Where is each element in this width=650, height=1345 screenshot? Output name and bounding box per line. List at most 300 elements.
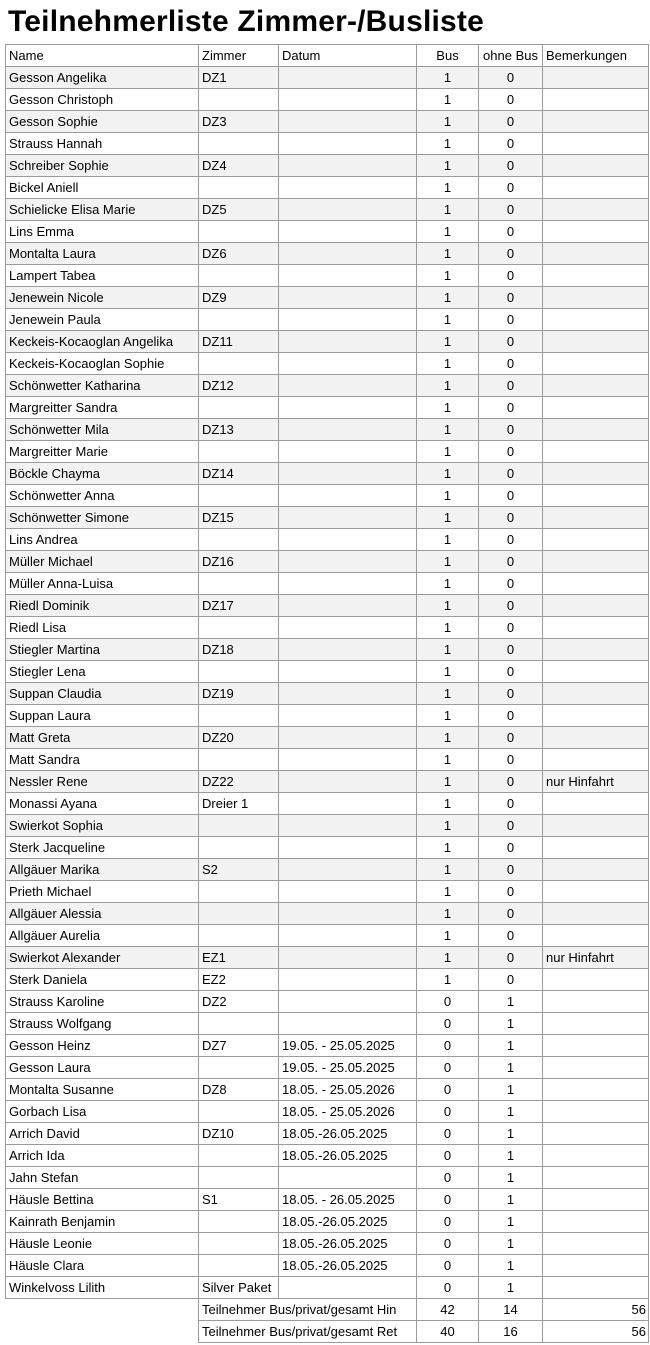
cell-bemerkungen (543, 969, 649, 991)
cell-bemerkungen (543, 353, 649, 375)
cell-zimmer: Dreier 1 (199, 793, 279, 815)
cell-bemerkungen (543, 1277, 649, 1299)
cell-datum (279, 67, 417, 89)
cell-ohne-bus: 0 (479, 331, 543, 353)
cell-name: Margreitter Marie (6, 441, 199, 463)
cell-ohne-bus: 0 (479, 67, 543, 89)
cell-ohne-bus: 0 (479, 507, 543, 529)
table-row (6, 881, 649, 903)
table-row (6, 375, 649, 397)
cell-datum (279, 947, 417, 969)
cell-ohne-bus: 1 (479, 1057, 543, 1079)
cell-bus: 0 (417, 1013, 479, 1035)
cell-bus: 0 (417, 1035, 479, 1057)
cell-bus: 1 (417, 353, 479, 375)
cell-zimmer (199, 749, 279, 771)
cell-datum: 18.05.-26.05.2025 (279, 1145, 417, 1167)
cell-ohne-bus: 0 (479, 925, 543, 947)
cell-name: Suppan Laura (6, 705, 199, 727)
table-row (6, 1167, 649, 1189)
cell-bus: 1 (417, 221, 479, 243)
cell-bemerkungen (543, 155, 649, 177)
cell-ohne-bus: 0 (479, 111, 543, 133)
cell-ohne-bus: 0 (479, 573, 543, 595)
cell-zimmer: DZ20 (199, 727, 279, 749)
cell-datum (279, 177, 417, 199)
cell-name: Strauss Karoline (6, 991, 199, 1013)
totals-spacer (6, 1299, 199, 1321)
cell-datum (279, 133, 417, 155)
table-row (6, 595, 649, 617)
participant-table (5, 44, 649, 1343)
header-name: Name (6, 45, 199, 67)
cell-zimmer (199, 441, 279, 463)
cell-bus: 1 (417, 727, 479, 749)
cell-datum (279, 991, 417, 1013)
cell-bemerkungen (543, 397, 649, 419)
cell-bemerkungen (543, 1145, 649, 1167)
cell-bus: 1 (417, 243, 479, 265)
cell-name: Suppan Claudia (6, 683, 199, 705)
cell-name: Montalta Laura (6, 243, 199, 265)
cell-datum (279, 617, 417, 639)
cell-zimmer (199, 309, 279, 331)
cell-name: Gesson Angelika (6, 67, 199, 89)
table-row (6, 793, 649, 815)
cell-zimmer (199, 1211, 279, 1233)
cell-bemerkungen (543, 639, 649, 661)
table-row (6, 331, 649, 353)
cell-name: Häusle Bettina (6, 1189, 199, 1211)
cell-ohne-bus: 0 (479, 375, 543, 397)
cell-datum (279, 683, 417, 705)
cell-name: Prieth Michael (6, 881, 199, 903)
cell-bemerkungen (543, 1101, 649, 1123)
cell-datum (279, 419, 417, 441)
table-row (6, 683, 649, 705)
table-row (6, 177, 649, 199)
cell-bemerkungen (543, 199, 649, 221)
cell-bus: 1 (417, 837, 479, 859)
cell-zimmer: DZ7 (199, 1035, 279, 1057)
cell-ohne-bus: 0 (479, 441, 543, 463)
cell-zimmer: DZ15 (199, 507, 279, 529)
cell-datum (279, 375, 417, 397)
table-row (6, 1123, 649, 1145)
cell-zimmer: Silver Paket (199, 1277, 279, 1299)
cell-ohne-bus: 0 (479, 177, 543, 199)
cell-zimmer (199, 1145, 279, 1167)
cell-bemerkungen: nur Hinfahrt (543, 771, 649, 793)
cell-name: Allgäuer Aurelia (6, 925, 199, 947)
cell-datum (279, 1167, 417, 1189)
table-row (6, 991, 649, 1013)
cell-name: Swierkot Alexander (6, 947, 199, 969)
cell-zimmer (199, 573, 279, 595)
table-row (6, 749, 649, 771)
cell-zimmer: DZ10 (199, 1123, 279, 1145)
cell-zimmer (199, 1233, 279, 1255)
cell-bemerkungen (543, 177, 649, 199)
cell-bemerkungen (543, 375, 649, 397)
cell-zimmer (199, 1255, 279, 1277)
table-row (6, 89, 649, 111)
table-row (6, 529, 649, 551)
header-datum: Datum (279, 45, 417, 67)
totals-row-hin (6, 1299, 649, 1321)
cell-ohne-bus: 1 (479, 1145, 543, 1167)
cell-zimmer (199, 133, 279, 155)
cell-bus: 1 (417, 595, 479, 617)
cell-bus: 1 (417, 331, 479, 353)
page-title: Teilnehmerliste Zimmer-/Busliste (8, 5, 484, 38)
cell-name: Strauss Wolfgang (6, 1013, 199, 1035)
table-row (6, 969, 649, 991)
cell-bus: 1 (417, 419, 479, 441)
cell-ohne-bus: 0 (479, 595, 543, 617)
cell-datum (279, 89, 417, 111)
cell-datum (279, 661, 417, 683)
cell-zimmer: DZ19 (199, 683, 279, 705)
cell-ohne-bus: 0 (479, 727, 543, 749)
table-row (6, 859, 649, 881)
cell-ohne-bus: 1 (479, 991, 543, 1013)
cell-name: Schönwetter Katharina (6, 375, 199, 397)
cell-zimmer: DZ1 (199, 67, 279, 89)
cell-datum (279, 1013, 417, 1035)
cell-ohne-bus: 1 (479, 1013, 543, 1035)
cell-name: Keckeis-Kocaoglan Angelika (6, 331, 199, 353)
cell-bemerkungen (543, 529, 649, 551)
totals-label: Teilnehmer Bus/privat/gesamt Ret (199, 1321, 417, 1343)
cell-ohne-bus: 0 (479, 859, 543, 881)
cell-name: Nessler Rene (6, 771, 199, 793)
cell-zimmer: EZ2 (199, 969, 279, 991)
totals-bus: 42 (417, 1299, 479, 1321)
cell-ohne-bus: 0 (479, 683, 543, 705)
cell-bemerkungen (543, 881, 649, 903)
cell-datum: 18.05. - 25.05.2026 (279, 1101, 417, 1123)
cell-bus: 0 (417, 1233, 479, 1255)
cell-datum: 18.05.-26.05.2025 (279, 1123, 417, 1145)
cell-ohne-bus: 0 (479, 133, 543, 155)
cell-name: Jahn Stefan (6, 1167, 199, 1189)
cell-bemerkungen: nur Hinfahrt (543, 947, 649, 969)
cell-zimmer (199, 221, 279, 243)
cell-name: Schönwetter Mila (6, 419, 199, 441)
cell-name: Stiegler Martina (6, 639, 199, 661)
totals-ohne-bus: 16 (479, 1321, 543, 1343)
cell-bemerkungen (543, 793, 649, 815)
cell-bemerkungen (543, 1013, 649, 1035)
cell-bus: 1 (417, 155, 479, 177)
cell-datum (279, 925, 417, 947)
cell-ohne-bus: 1 (479, 1101, 543, 1123)
cell-datum (279, 1277, 417, 1299)
cell-bemerkungen (543, 903, 649, 925)
cell-name: Allgäuer Marika (6, 859, 199, 881)
table-row (6, 1255, 649, 1277)
table-row (6, 661, 649, 683)
cell-datum (279, 243, 417, 265)
cell-bus: 1 (417, 529, 479, 551)
cell-bus: 1 (417, 375, 479, 397)
table-row (6, 1057, 649, 1079)
cell-zimmer: DZ18 (199, 639, 279, 661)
cell-ohne-bus: 0 (479, 419, 543, 441)
cell-datum: 18.05.-26.05.2025 (279, 1233, 417, 1255)
cell-datum (279, 397, 417, 419)
cell-datum: 18.05. - 25.05.2026 (279, 1079, 417, 1101)
cell-ohne-bus: 0 (479, 485, 543, 507)
cell-name: Lins Emma (6, 221, 199, 243)
cell-name: Strauss Hannah (6, 133, 199, 155)
cell-name: Sterk Daniela (6, 969, 199, 991)
cell-bus: 1 (417, 969, 479, 991)
cell-bus: 1 (417, 947, 479, 969)
cell-datum: 18.05. - 26.05.2025 (279, 1189, 417, 1211)
table-row (6, 837, 649, 859)
table-row (6, 507, 649, 529)
cell-datum (279, 573, 417, 595)
cell-bemerkungen (543, 485, 649, 507)
table-row (6, 903, 649, 925)
cell-bus: 1 (417, 309, 479, 331)
cell-bus: 1 (417, 815, 479, 837)
totals-row-ret (6, 1321, 649, 1343)
header-zimmer: Zimmer (199, 45, 279, 67)
totals-ohne-bus: 14 (479, 1299, 543, 1321)
cell-bus: 1 (417, 287, 479, 309)
table-row (6, 1211, 649, 1233)
cell-ohne-bus: 1 (479, 1123, 543, 1145)
cell-datum (279, 529, 417, 551)
table-row (6, 419, 649, 441)
cell-bemerkungen (543, 1079, 649, 1101)
cell-zimmer: DZ11 (199, 331, 279, 353)
cell-ohne-bus: 1 (479, 1167, 543, 1189)
cell-name: Lins Andrea (6, 529, 199, 551)
cell-zimmer (199, 705, 279, 727)
cell-bus: 1 (417, 265, 479, 287)
cell-bus: 0 (417, 1277, 479, 1299)
table-row (6, 133, 649, 155)
cell-datum (279, 749, 417, 771)
cell-bemerkungen (543, 661, 649, 683)
cell-bemerkungen (543, 1189, 649, 1211)
table-row (6, 1145, 649, 1167)
table-row (6, 441, 649, 463)
cell-ohne-bus: 0 (479, 397, 543, 419)
table-row (6, 485, 649, 507)
cell-zimmer: DZ22 (199, 771, 279, 793)
cell-name: Jenewein Paula (6, 309, 199, 331)
cell-bus: 1 (417, 573, 479, 595)
cell-zimmer (199, 837, 279, 859)
cell-bemerkungen (543, 925, 649, 947)
cell-bus: 1 (417, 441, 479, 463)
table-row (6, 1013, 649, 1035)
cell-zimmer (199, 661, 279, 683)
cell-name: Arrich David (6, 1123, 199, 1145)
cell-bus: 1 (417, 705, 479, 727)
cell-bemerkungen (543, 1167, 649, 1189)
header-row (6, 45, 649, 67)
cell-datum (279, 551, 417, 573)
cell-ohne-bus: 0 (479, 881, 543, 903)
cell-bemerkungen (543, 111, 649, 133)
cell-ohne-bus: 1 (479, 1277, 543, 1299)
table-row (6, 551, 649, 573)
cell-zimmer (199, 353, 279, 375)
cell-datum (279, 287, 417, 309)
cell-bemerkungen (543, 89, 649, 111)
cell-name: Schreiber Sophie (6, 155, 199, 177)
cell-ohne-bus: 1 (479, 1189, 543, 1211)
cell-name: Stiegler Lena (6, 661, 199, 683)
cell-name: Gorbach Lisa (6, 1101, 199, 1123)
table-row (6, 265, 649, 287)
cell-bemerkungen (543, 67, 649, 89)
cell-bemerkungen (543, 837, 649, 859)
cell-zimmer (199, 1101, 279, 1123)
cell-datum: 19.05. - 25.05.2025 (279, 1035, 417, 1057)
cell-ohne-bus: 0 (479, 793, 543, 815)
cell-bus: 1 (417, 749, 479, 771)
cell-zimmer: DZ12 (199, 375, 279, 397)
cell-datum (279, 331, 417, 353)
cell-ohne-bus: 0 (479, 837, 543, 859)
cell-ohne-bus: 0 (479, 815, 543, 837)
cell-bus: 1 (417, 133, 479, 155)
cell-datum (279, 969, 417, 991)
cell-bus: 1 (417, 89, 479, 111)
cell-bus: 0 (417, 1255, 479, 1277)
cell-bemerkungen (543, 287, 649, 309)
totals-gesamt: 56 (543, 1321, 649, 1343)
cell-name: Gesson Laura (6, 1057, 199, 1079)
cell-bus: 1 (417, 199, 479, 221)
cell-name: Monassi Ayana (6, 793, 199, 815)
cell-datum (279, 881, 417, 903)
cell-bemerkungen (543, 1233, 649, 1255)
table-row (6, 111, 649, 133)
cell-zimmer (199, 903, 279, 925)
cell-ohne-bus: 0 (479, 947, 543, 969)
cell-name: Häusle Leonie (6, 1233, 199, 1255)
cell-name: Müller Michael (6, 551, 199, 573)
cell-name: Schönwetter Simone (6, 507, 199, 529)
cell-bus: 1 (417, 507, 479, 529)
totals-bus: 40 (417, 1321, 479, 1343)
cell-zimmer (199, 265, 279, 287)
cell-bemerkungen (543, 331, 649, 353)
cell-name: Keckeis-Kocaoglan Sophie (6, 353, 199, 375)
table-row (6, 287, 649, 309)
cell-datum (279, 485, 417, 507)
cell-name: Häusle Clara (6, 1255, 199, 1277)
cell-bus: 1 (417, 177, 479, 199)
cell-bus: 1 (417, 551, 479, 573)
cell-zimmer: DZ17 (199, 595, 279, 617)
cell-bus: 1 (417, 639, 479, 661)
cell-datum (279, 903, 417, 925)
table-row (6, 771, 649, 793)
cell-name: Allgäuer Alessia (6, 903, 199, 925)
header-bemerkungen: Bemerkungen (543, 45, 649, 67)
cell-datum (279, 441, 417, 463)
cell-bus: 1 (417, 683, 479, 705)
cell-bus: 1 (417, 925, 479, 947)
cell-bemerkungen (543, 133, 649, 155)
cell-ohne-bus: 0 (479, 463, 543, 485)
cell-bemerkungen (543, 991, 649, 1013)
table-row (6, 309, 649, 331)
cell-zimmer: EZ1 (199, 947, 279, 969)
cell-bemerkungen (543, 1057, 649, 1079)
cell-name: Gesson Christoph (6, 89, 199, 111)
cell-name: Lampert Tabea (6, 265, 199, 287)
cell-zimmer: DZ2 (199, 991, 279, 1013)
cell-ohne-bus: 0 (479, 617, 543, 639)
cell-bemerkungen (543, 749, 649, 771)
cell-bemerkungen (543, 1123, 649, 1145)
table-row (6, 1079, 649, 1101)
cell-name: Müller Anna-Luisa (6, 573, 199, 595)
cell-ohne-bus: 0 (479, 969, 543, 991)
cell-ohne-bus: 0 (479, 903, 543, 925)
table-row (6, 617, 649, 639)
cell-bus: 0 (417, 1101, 479, 1123)
cell-datum: 18.05.-26.05.2025 (279, 1255, 417, 1277)
cell-bus: 1 (417, 397, 479, 419)
cell-bus: 0 (417, 1079, 479, 1101)
cell-name: Matt Sandra (6, 749, 199, 771)
table-row (6, 243, 649, 265)
cell-name: Margreitter Sandra (6, 397, 199, 419)
cell-zimmer (199, 1057, 279, 1079)
cell-ohne-bus: 0 (479, 661, 543, 683)
cell-bus: 1 (417, 463, 479, 485)
cell-ohne-bus: 0 (479, 749, 543, 771)
cell-zimmer: DZ5 (199, 199, 279, 221)
table-row (6, 727, 649, 749)
table-row (6, 1189, 649, 1211)
cell-name: Riedl Dominik (6, 595, 199, 617)
cell-bemerkungen (543, 815, 649, 837)
cell-bus: 1 (417, 903, 479, 925)
cell-bus: 1 (417, 661, 479, 683)
cell-name: Schielicke Elisa Marie (6, 199, 199, 221)
cell-bemerkungen (543, 595, 649, 617)
cell-zimmer: DZ9 (199, 287, 279, 309)
cell-zimmer (199, 529, 279, 551)
cell-bus: 1 (417, 859, 479, 881)
cell-bus: 0 (417, 1211, 479, 1233)
cell-ohne-bus: 0 (479, 771, 543, 793)
cell-name: Schönwetter Anna (6, 485, 199, 507)
cell-bus: 1 (417, 881, 479, 903)
cell-datum: 18.05.-26.05.2025 (279, 1211, 417, 1233)
cell-bus: 1 (417, 771, 479, 793)
table-row (6, 815, 649, 837)
cell-zimmer: DZ6 (199, 243, 279, 265)
cell-ohne-bus: 1 (479, 1233, 543, 1255)
cell-datum (279, 815, 417, 837)
cell-name: Gesson Sophie (6, 111, 199, 133)
cell-zimmer: DZ8 (199, 1079, 279, 1101)
cell-ohne-bus: 0 (479, 551, 543, 573)
